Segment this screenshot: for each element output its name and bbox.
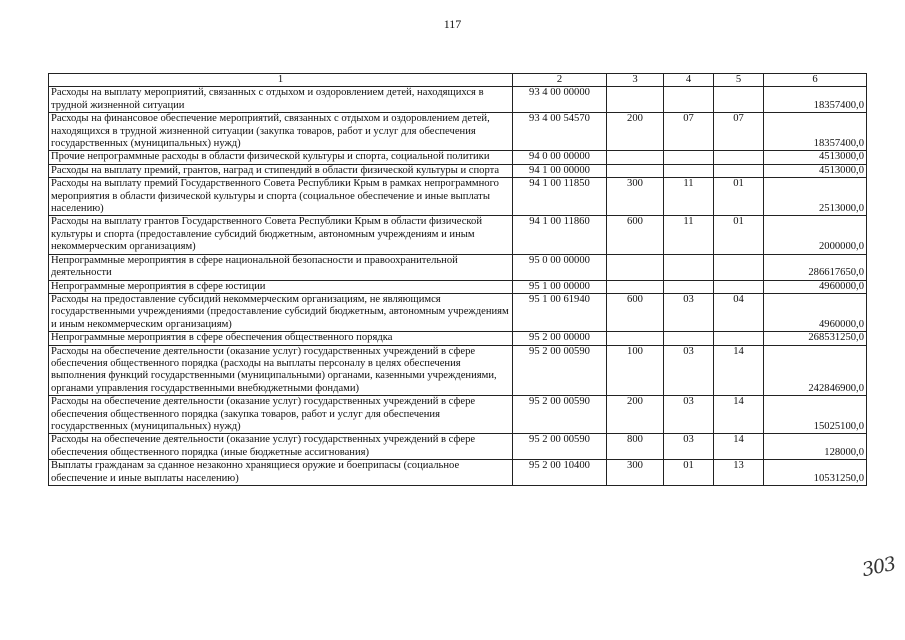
table-row: [49, 280, 867, 293]
section-cell: [664, 280, 714, 293]
table-row: [49, 345, 867, 396]
section-cell: 03: [664, 345, 714, 396]
column-header: 5: [714, 74, 764, 87]
target-code-cell: 95 2 00 00590: [513, 434, 607, 460]
target-code-cell: 95 2 00 10400: [513, 460, 607, 486]
subsection-cell: 01: [714, 216, 764, 254]
target-code-cell: 95 0 00 00000: [513, 254, 607, 280]
expense-name-cell: Непрограммные мероприятия в сфере юстиции: [49, 280, 513, 293]
table-row: [49, 113, 867, 151]
section-cell: 03: [664, 396, 714, 434]
expense-type-cell: 200: [607, 396, 664, 434]
expense-name-cell: Расходы на обеспечение деятельности (оказание услуг) государственных учреждений в сфере обеспечения общественного порядка (иные бюджетные ассигнования): [49, 434, 513, 460]
section-cell: [664, 151, 714, 164]
amount-cell: 2000000,0: [764, 216, 867, 254]
column-header: 4: [664, 74, 714, 87]
target-code-cell: 95 1 00 61940: [513, 293, 607, 331]
table-row: [49, 460, 867, 486]
target-code-cell: 93 4 00 00000: [513, 87, 607, 113]
expense-name-cell: Непрограммные мероприятия в сфере национальной безопасности и правоохранительной деятельности: [49, 254, 513, 280]
table-row: [49, 178, 867, 216]
table-row: [49, 396, 867, 434]
page-number: 117: [443, 17, 462, 31]
expense-type-cell: 300: [607, 460, 664, 486]
expense-name-cell: Прочие непрограммные расходы в области физической культуры и спорта, социальной политики: [49, 151, 513, 164]
expense-type-cell: 200: [607, 113, 664, 151]
amount-cell: 242846900,0: [764, 345, 867, 396]
expense-type-cell: 300: [607, 178, 664, 216]
expense-name-cell: Непрограммные мероприятия в сфере обеспечения общественного порядка: [49, 332, 513, 345]
budget-table: [48, 73, 867, 486]
expense-name-cell: Расходы на предоставление субсидий некоммерческим организациям, не являющимся государственными учреждениями (предоставление субсидий бюджетным, автономным учреждениям и иным некоммерческим организациям): [49, 293, 513, 331]
section-cell: [664, 254, 714, 280]
expense-type-cell: [607, 164, 664, 177]
section-cell: [664, 164, 714, 177]
section-cell: [664, 332, 714, 345]
expense-name-cell: Расходы на выплату премий, грантов, наград и стипендий в области физической культуры и спорта: [49, 164, 513, 177]
subsection-cell: [714, 332, 764, 345]
expense-name-cell: Расходы на обеспечение деятельности (оказание услуг) государственных учреждений в сфере обеспечения общественного порядка (закупка товаров, работ и услуг для обеспечения государственных (муниципальных) нужд): [49, 396, 513, 434]
table-header-row: [49, 74, 867, 87]
expense-type-cell: 600: [607, 216, 664, 254]
section-cell: 11: [664, 216, 714, 254]
expense-name-cell: Расходы на выплату мероприятий, связанных с отдыхом и оздоровлением детей, находящихся в трудной жизненной ситуации: [49, 87, 513, 113]
handwritten-page-mark: 303: [860, 552, 898, 582]
target-code-cell: 95 2 00 00000: [513, 332, 607, 345]
subsection-cell: [714, 87, 764, 113]
amount-cell: 4513000,0: [764, 151, 867, 164]
expense-name-cell: Расходы на обеспечение деятельности (оказание услуг) государственных учреждений в сфере обеспечения общественного порядка (расходы на выплаты персоналу в целях обеспечения выполнения функций государственными (муниципальными) органами, казенными учреждениями, органами управления государственными внебюджетными фондами): [49, 345, 513, 396]
section-cell: 03: [664, 293, 714, 331]
target-code-cell: 95 2 00 00590: [513, 345, 607, 396]
expense-type-cell: [607, 87, 664, 113]
target-code-cell: 93 4 00 54570: [513, 113, 607, 151]
subsection-cell: [714, 280, 764, 293]
table-row: [49, 151, 867, 164]
table-row: [49, 87, 867, 113]
table-row: [49, 254, 867, 280]
subsection-cell: 04: [714, 293, 764, 331]
amount-cell: 4960000,0: [764, 293, 867, 331]
subsection-cell: [714, 254, 764, 280]
subsection-cell: 07: [714, 113, 764, 151]
column-header: 2: [513, 74, 607, 87]
target-code-cell: 94 1 00 00000: [513, 164, 607, 177]
target-code-cell: 95 2 00 00590: [513, 396, 607, 434]
target-code-cell: 94 0 00 00000: [513, 151, 607, 164]
expense-name-cell: Расходы на выплату грантов Государственного Совета Республики Крым в области физической культуры и спорта (предоставление субсидий бюджетным, автономным учреждениям и иным некоммерческим организациям): [49, 216, 513, 254]
expense-name-cell: Расходы на выплату премий Государственного Совета Республики Крым в рамках непрограммного мероприятия в области физической культуры и спорта (социальное обеспечение и иные выплаты населению): [49, 178, 513, 216]
section-cell: 07: [664, 113, 714, 151]
subsection-cell: 01: [714, 178, 764, 216]
subsection-cell: 14: [714, 345, 764, 396]
target-code-cell: 94 1 00 11850: [513, 178, 607, 216]
table-row: [49, 434, 867, 460]
section-cell: 11: [664, 178, 714, 216]
amount-cell: 18357400,0: [764, 87, 867, 113]
subsection-cell: [714, 164, 764, 177]
column-header: 6: [764, 74, 867, 87]
amount-cell: 2513000,0: [764, 178, 867, 216]
amount-cell: 4960000,0: [764, 280, 867, 293]
expense-name-cell: Выплаты гражданам за сданное незаконно хранящиеся оружие и боеприпасы (социальное обеспечение и иные выплаты населению): [49, 460, 513, 486]
subsection-cell: 14: [714, 434, 764, 460]
amount-cell: 10531250,0: [764, 460, 867, 486]
subsection-cell: 13: [714, 460, 764, 486]
column-header: 1: [49, 74, 513, 87]
table-row: [49, 216, 867, 254]
subsection-cell: 14: [714, 396, 764, 434]
expense-type-cell: [607, 151, 664, 164]
expense-type-cell: 600: [607, 293, 664, 331]
expense-name-cell: Расходы на финансовое обеспечение мероприятий, связанных с отдыхом и оздоровлением детей, находящихся в трудной жизненной ситуации (закупка товаров, работ и услуг для обеспечения государственных (муниципальных) нужд): [49, 113, 513, 151]
table-row: [49, 164, 867, 177]
table-row: [49, 293, 867, 331]
table-row: [49, 332, 867, 345]
expense-type-cell: 800: [607, 434, 664, 460]
amount-cell: 268531250,0: [764, 332, 867, 345]
target-code-cell: 95 1 00 00000: [513, 280, 607, 293]
amount-cell: 4513000,0: [764, 164, 867, 177]
expense-type-cell: [607, 280, 664, 293]
expense-type-cell: [607, 332, 664, 345]
section-cell: [664, 87, 714, 113]
section-cell: 01: [664, 460, 714, 486]
amount-cell: 18357400,0: [764, 113, 867, 151]
amount-cell: 286617650,0: [764, 254, 867, 280]
amount-cell: 128000,0: [764, 434, 867, 460]
column-header: 3: [607, 74, 664, 87]
expense-type-cell: [607, 254, 664, 280]
section-cell: 03: [664, 434, 714, 460]
expense-type-cell: 100: [607, 345, 664, 396]
target-code-cell: 94 1 00 11860: [513, 216, 607, 254]
subsection-cell: [714, 151, 764, 164]
amount-cell: 15025100,0: [764, 396, 867, 434]
